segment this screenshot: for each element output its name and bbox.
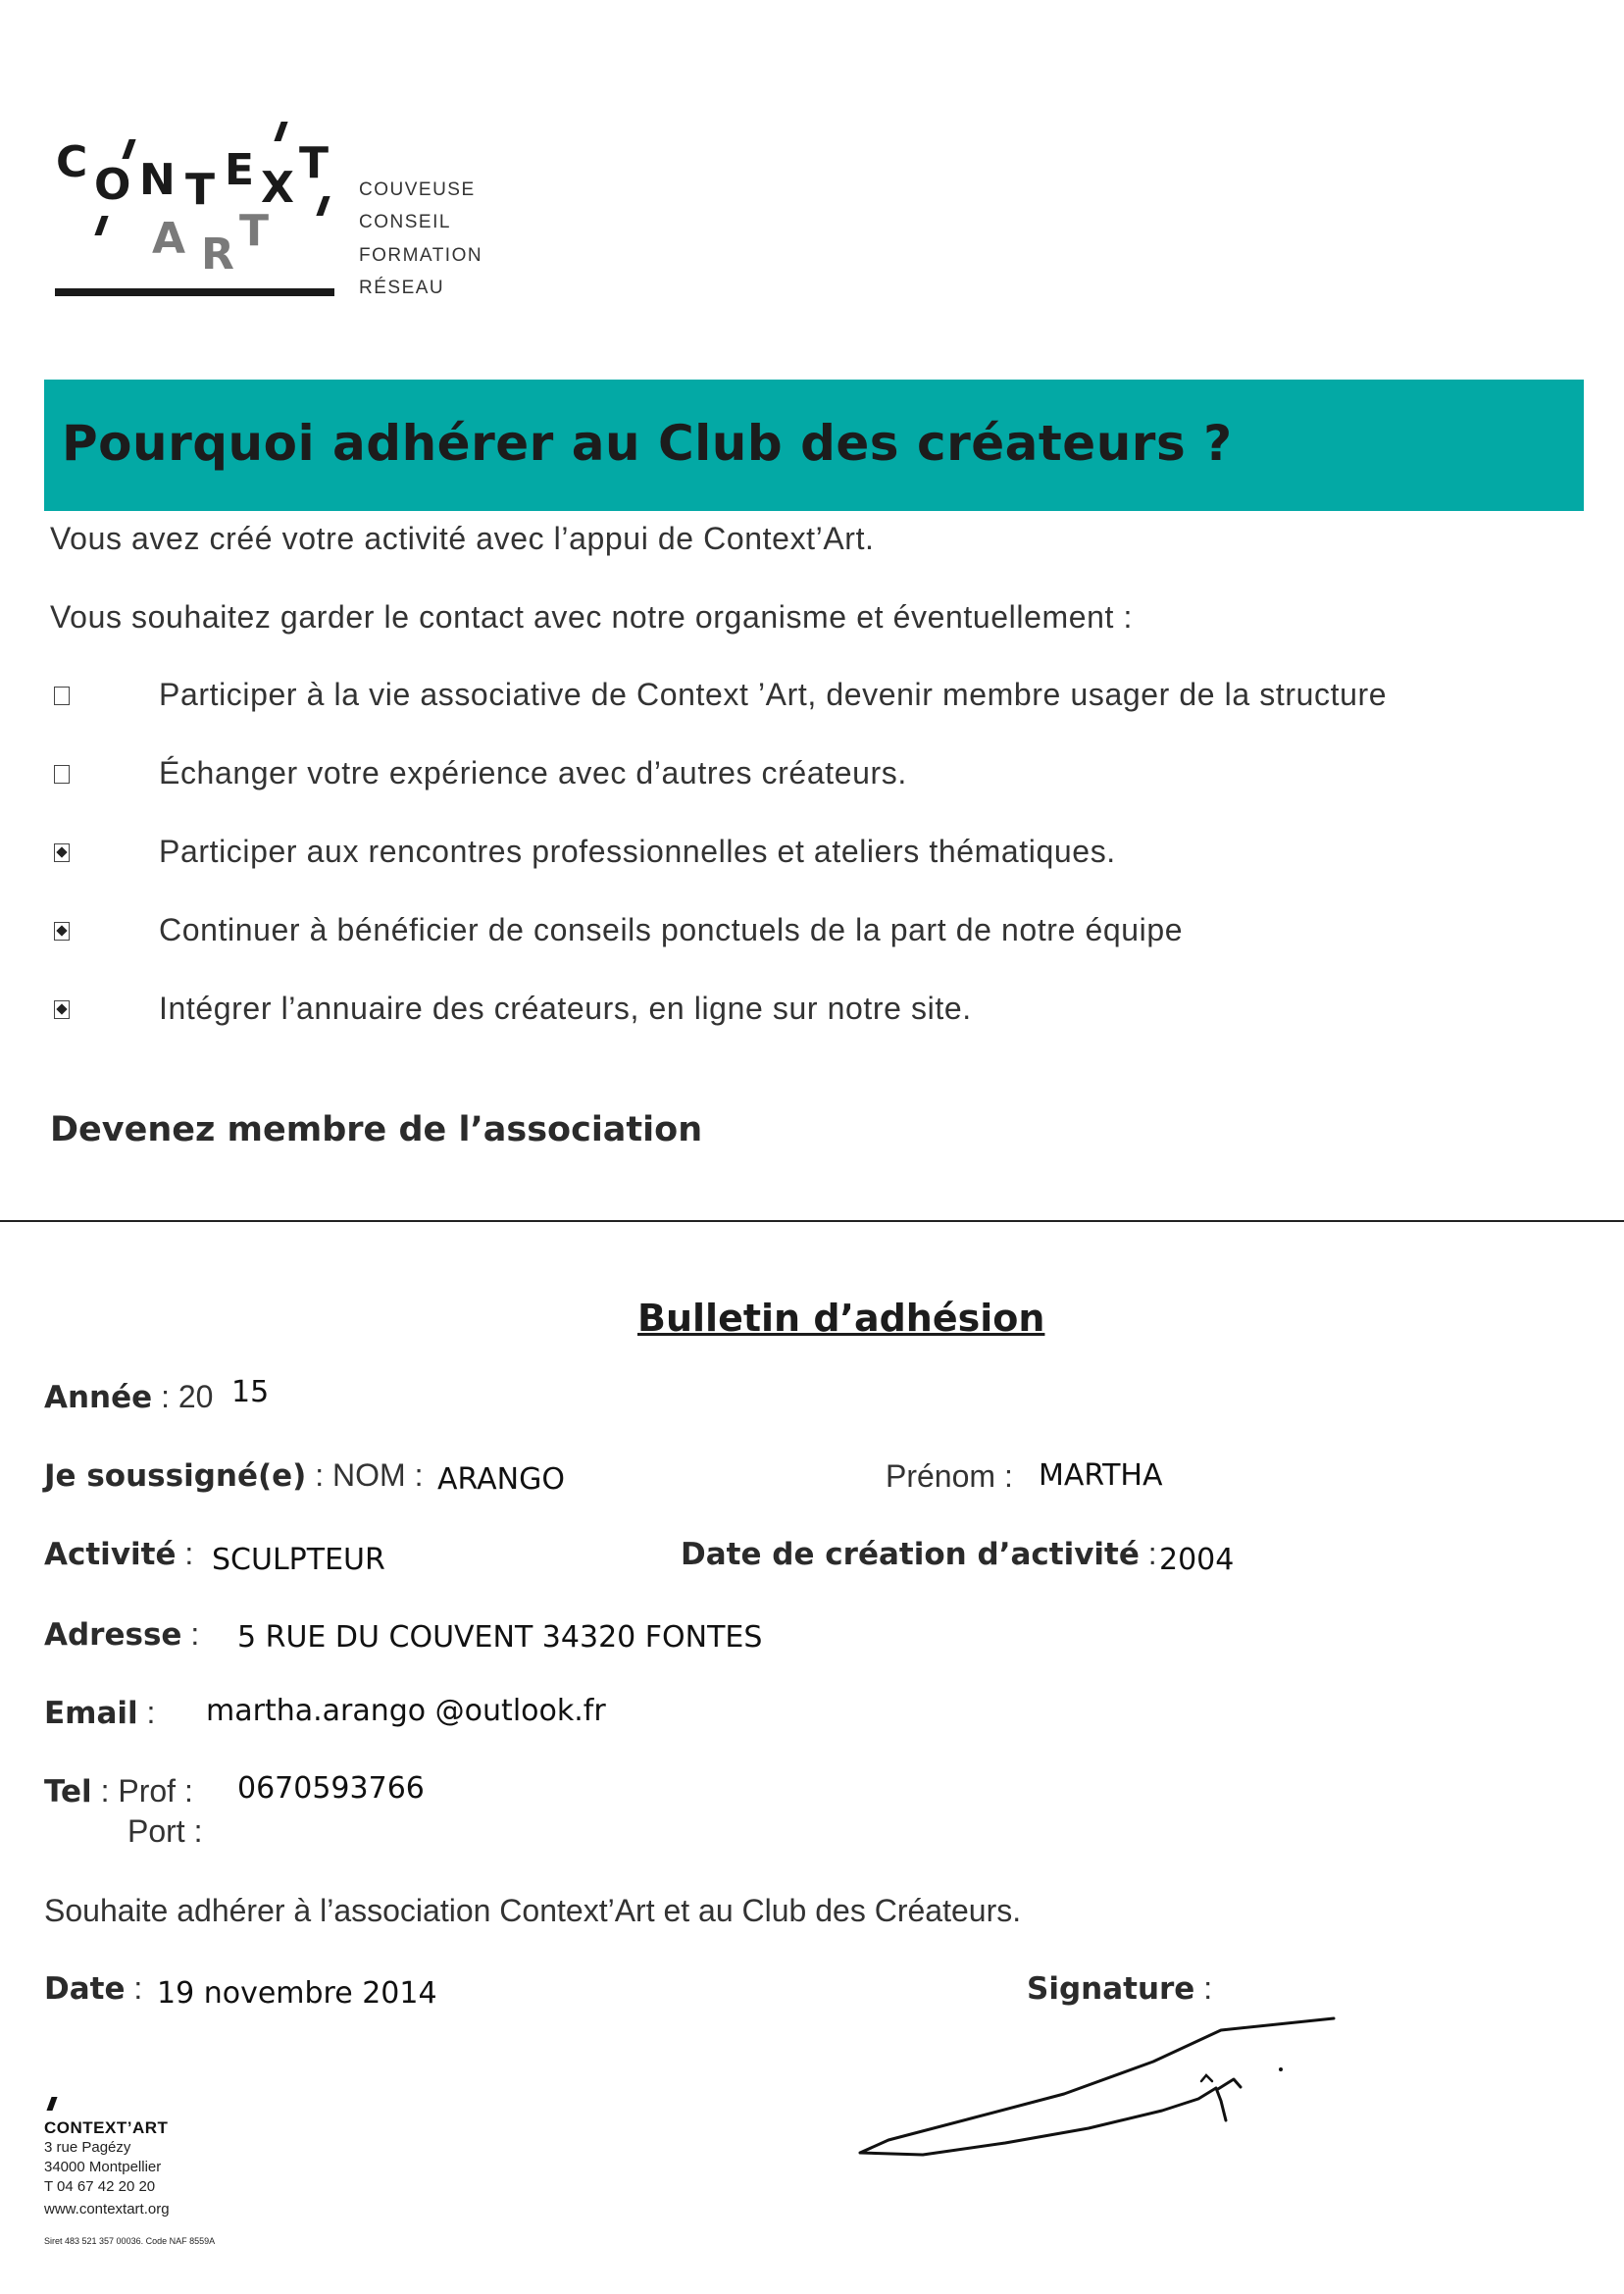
title-banner	[44, 380, 1584, 511]
check-mark-icon	[56, 925, 67, 936]
statement-text: Souhaite adhérer à l’association Context’Art et au Club des Créateurs.	[44, 1893, 1022, 1928]
logo-letter: E	[225, 145, 255, 195]
adresse-label: Adresse :	[44, 1616, 200, 1653]
footer-logo-mark	[46, 2097, 57, 2111]
intro-text: Vous avez créé votre activité avec l’appui de Context’Art.	[50, 521, 875, 556]
option-label: Participer aux rencontres professionnelles et ateliers thématiques.	[159, 834, 1116, 869]
option-label: Échanger votre expérience avec d’autres créateurs.	[159, 755, 907, 790]
section-divider	[0, 1220, 1624, 1222]
tel-label: Tel : Prof :	[44, 1773, 193, 1810]
annee-label: Année : 20	[44, 1379, 214, 1415]
tagline-line: FORMATION	[359, 245, 483, 266]
checkbox[interactable]	[54, 687, 70, 705]
signature-drawing	[853, 2011, 1344, 2167]
logo-letter: T	[185, 165, 216, 215]
footer-company-name: CONTEXT’ART	[44, 2118, 169, 2137]
logo-underline	[55, 288, 334, 296]
option-label: Intégrer l’annuaire des créateurs, en ligne sur notre site.	[159, 991, 972, 1026]
logo-letter: R	[201, 229, 234, 280]
footer-legal: Siret 483 521 357 00036. Code NAF 8559A	[44, 2236, 216, 2246]
checkbox[interactable]	[54, 765, 70, 784]
tel-prof-field[interactable]: 0670593766	[237, 1771, 425, 1806]
date-label: Date :	[44, 1970, 143, 2007]
logo-letter: N	[139, 155, 176, 205]
page-title: Pourquoi adhérer au Club des créateurs ?	[62, 415, 1233, 472]
logo-apostrophe	[122, 139, 135, 159]
checkbox-checked[interactable]	[54, 1000, 70, 1019]
logo-letter: O	[94, 160, 131, 210]
tagline-line: CONSEIL	[359, 212, 451, 232]
prenom-label: Prénom :	[886, 1458, 1013, 1494]
tagline-line: RÉSEAU	[359, 278, 445, 298]
checkbox-checked[interactable]	[54, 843, 70, 862]
logo-apostrophe	[274, 122, 287, 141]
prenom-field[interactable]: MARTHA	[1039, 1458, 1163, 1493]
signature-label: Signature :	[1027, 1970, 1213, 2007]
logo-letter: X	[261, 163, 294, 213]
annee-field[interactable]: 15	[231, 1375, 270, 1409]
email-label: Email :	[44, 1695, 156, 1731]
date-field[interactable]: 19 novembre 2014	[157, 1976, 437, 2011]
check-mark-icon	[56, 846, 67, 857]
email-field[interactable]: martha.arango @outlook.fr	[206, 1694, 606, 1728]
footer-line: 3 rue Pagézy	[44, 2139, 131, 2156]
membership-heading: Devenez membre de l’association	[50, 1110, 703, 1149]
logo-letter: T	[239, 206, 270, 256]
logo-apostrophe	[94, 216, 108, 235]
tagline-line: COUVEUSE	[359, 179, 476, 200]
logo-letter: A	[152, 214, 186, 264]
logo-letter: C	[56, 137, 88, 187]
port-label: Port :	[127, 1813, 203, 1849]
activite-field[interactable]: SCULPTEUR	[212, 1543, 385, 1577]
adresse-field[interactable]: 5 RUE DU COUVENT 34320 FONTES	[237, 1620, 763, 1655]
logo-apostrophe	[316, 196, 330, 216]
intro-text: Vous souhaitez garder le contact avec notre organisme et éventuellement :	[50, 599, 1133, 635]
soussigne-label: Je soussigné(e) : NOM :	[44, 1457, 424, 1494]
footer-line: www.contextart.org	[44, 2201, 170, 2218]
option-label: Continuer à bénéficier de conseils ponctuels de la part de notre équipe	[159, 912, 1184, 947]
logo-letter: T	[299, 138, 330, 188]
activite-label: Activité :	[44, 1536, 194, 1572]
date-creation-label: Date de création d’activité :	[681, 1536, 1157, 1572]
option-label: Participer à la vie associative de Context ’Art, devenir membre usager de la structure	[159, 677, 1388, 712]
footer-line: 34000 Montpellier	[44, 2159, 162, 2175]
date-creation-field[interactable]: 2004	[1159, 1543, 1235, 1577]
form-title: Bulletin d’adhésion	[637, 1297, 1045, 1340]
nom-field[interactable]: ARANGO	[437, 1462, 565, 1497]
footer-line: T 04 67 42 20 20	[44, 2178, 156, 2195]
checkbox-checked[interactable]	[54, 922, 70, 941]
check-mark-icon	[56, 1003, 67, 1014]
